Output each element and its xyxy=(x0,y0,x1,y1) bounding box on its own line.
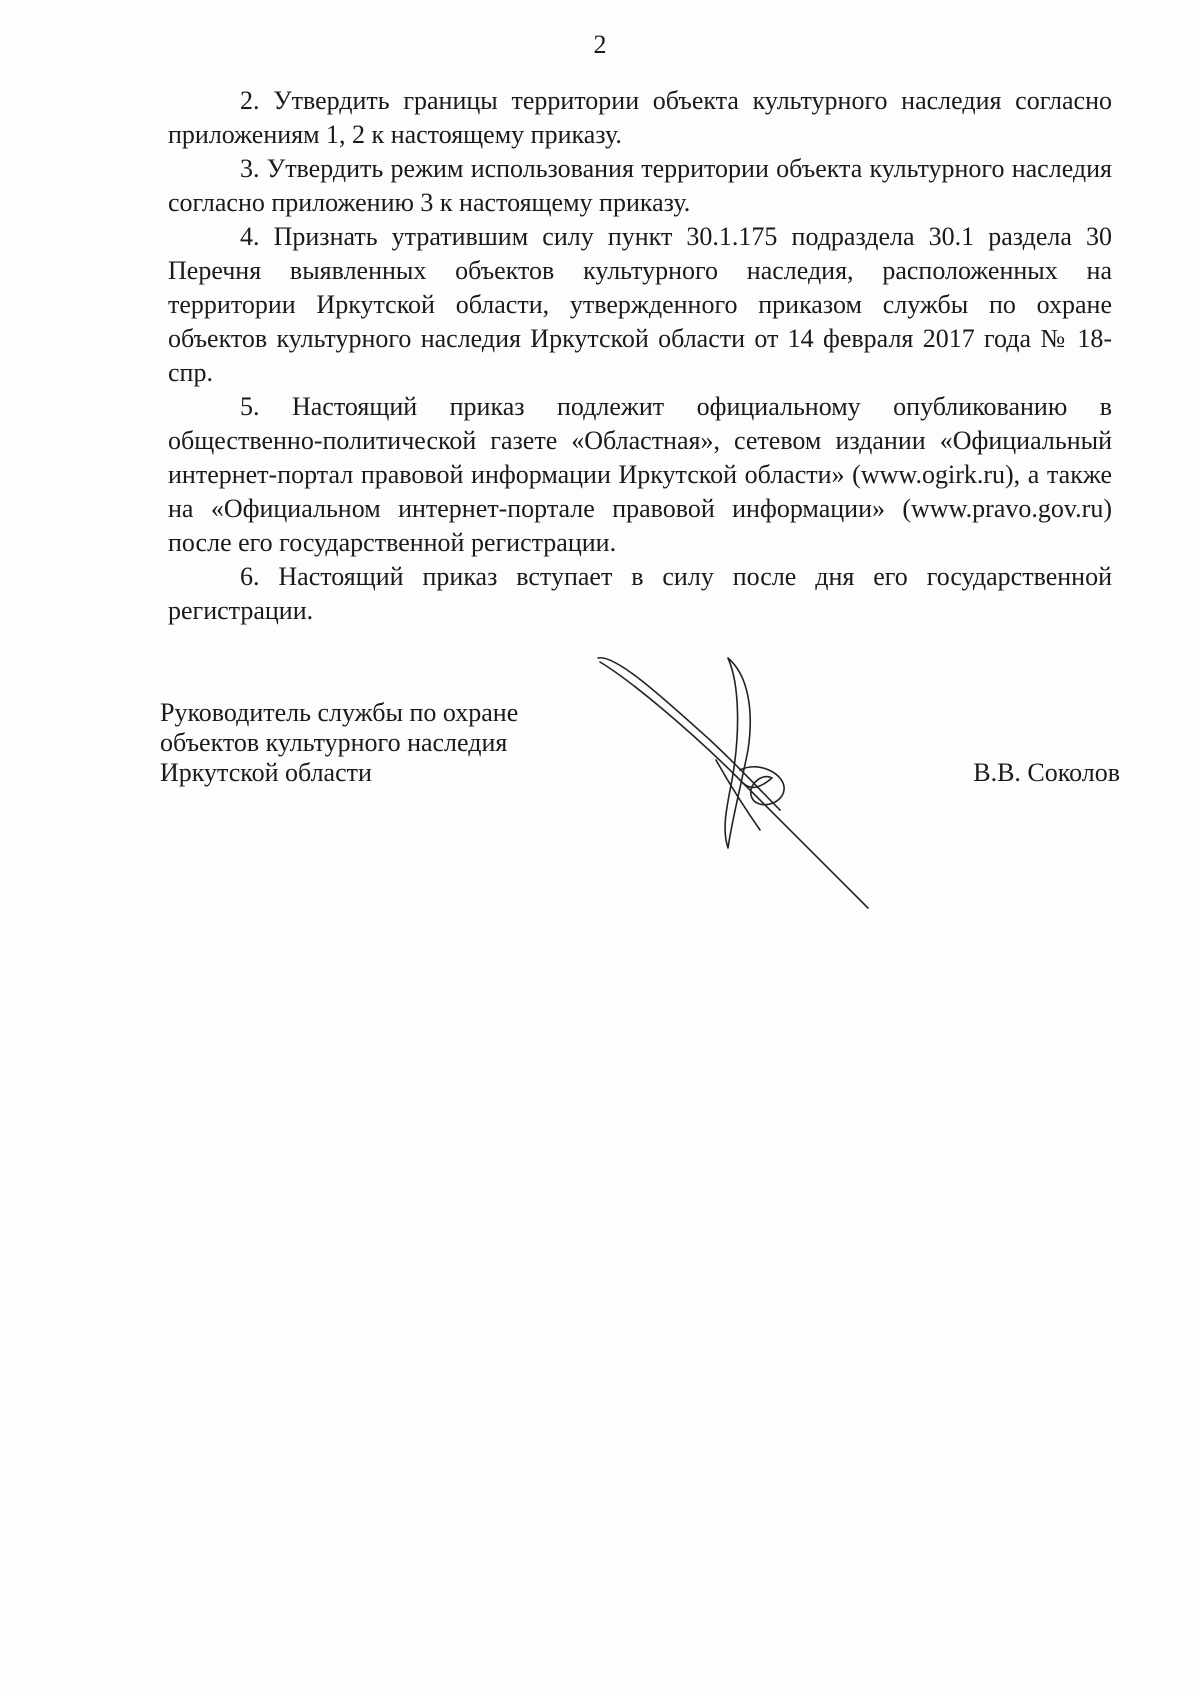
page-number: 2 xyxy=(593,30,607,59)
signer-position-line: объектов культурного наследия xyxy=(160,728,508,757)
signer-position xyxy=(160,698,620,788)
signer-name: В.В. Соколов xyxy=(973,758,1120,787)
signer-position-line: Руководитель службы по охране xyxy=(160,698,519,727)
paragraph-2: 2. Утвердить границы территории объекта культурного наследия согласно приложениям 1, 2 к настоящему приказу. xyxy=(168,86,1112,149)
paragraph-3: 3. Утвердить режим использования территории объекта культурного наследия согласно приложению 3 к настоящему приказу. xyxy=(168,154,1112,217)
document-body xyxy=(168,84,1112,628)
handwritten-signature-icon xyxy=(590,640,890,920)
paragraph-4: 4. Признать утратившим силу пункт 30.1.175 подраздела 30.1 раздела 30 Перечня выявленных объектов культурного наследия, расположенных на территории Иркутской области, утвержденного приказом службы по охране объектов культурного наследия Иркутской области от 14 февраля 2017 года № 18-спр. xyxy=(168,222,1112,387)
paragraph-6: 6. Настоящий приказ вступает в силу после дня его государственной регистрации. xyxy=(168,562,1112,625)
signer-position-line: Иркутской области xyxy=(160,758,372,787)
paragraph-5: 5. Настоящий приказ подлежит официальному опубликованию в общественно-политической газете «Областная», сетевом издании «Официальный интернет-портал правовой информации Иркутской области» (www.ogirk.ru), а также на «Официальном интернет-портале правовой информации» (www.pravo.gov.ru) после его государственной регистрации. xyxy=(168,392,1112,557)
